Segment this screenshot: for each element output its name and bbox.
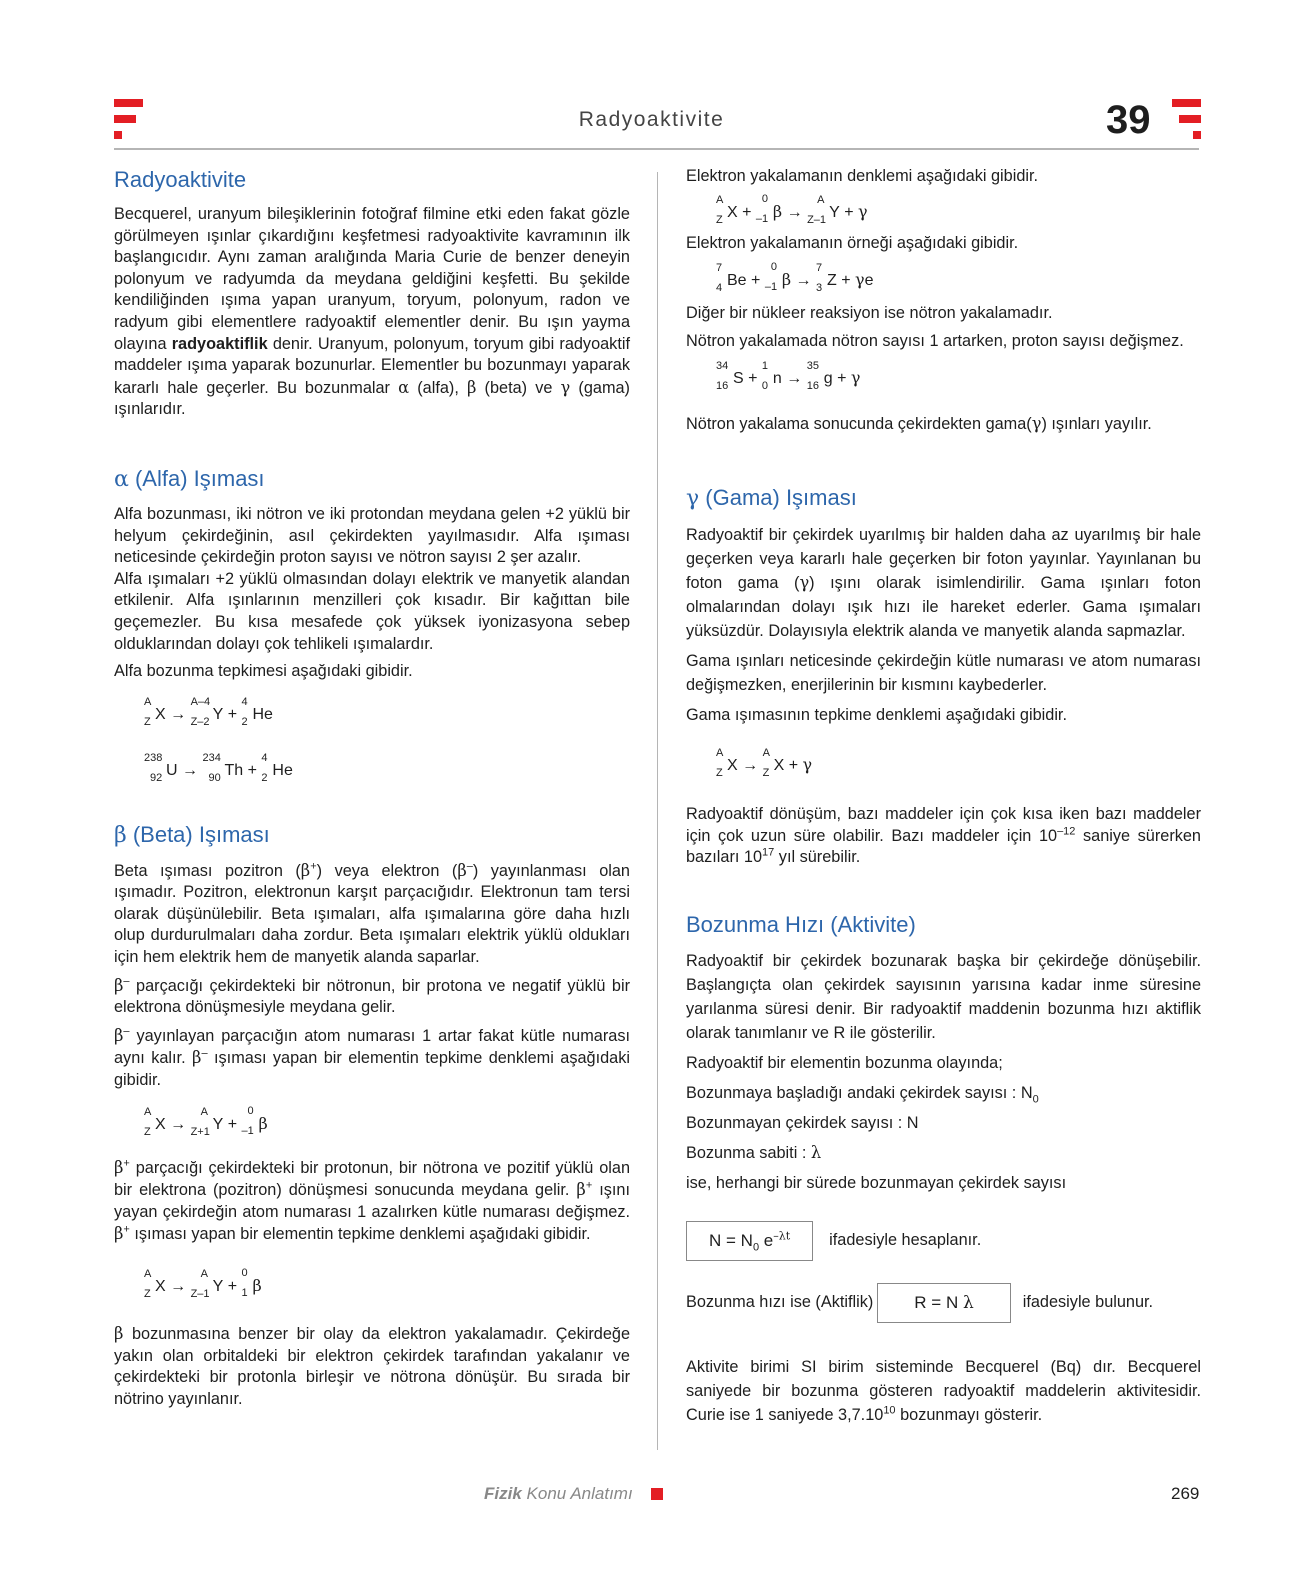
paragraph: Radyoaktif bir çekirdek bozunarak başka bir çekirdeğe dönüşebilir. Başlangıçta olan çekirdek sayısının yarısına kadar inme süresine yarılanma süresi denir. Bir radyoaktif maddenin bozunma hızı aktiflik olarak tanımlanır ve R ile gösterilir. <box>686 951 1201 1042</box>
section-heading-bozunma-hizi: Bozunma Hızı (Aktivite) <box>686 911 916 937</box>
running-title: Radyoaktivite <box>578 108 725 131</box>
chapter-number: 39 <box>1106 98 1151 142</box>
paragraph: Elektron yakalamanın denklemi aşağıdaki gibidir. <box>686 167 1039 185</box>
right-column <box>686 166 1201 1427</box>
paragraph: Alfa bozunması, iki nötron ve iki protondan meydana gelen +2 yüklü bir helyum çekirdeğinin, asıl çekirdekten yayılmasıdır. Alfa ışıması neticesinde çekirdeğin proton sayısı ve nötron sayısı 2 şer azalır. <box>114 504 630 567</box>
activity-formula-row <box>686 1283 1201 1323</box>
paragraph: ise, herhangi bir sürede bozunmayan çekirdek sayısı <box>686 1173 1067 1192</box>
formula-caption: ifadesiyle bulunur. <box>1022 1293 1154 1312</box>
section-heading-radyoaktivite: Radyoaktivite <box>114 167 247 192</box>
paragraph: Becquerel, uranyum bileşiklerinin fotoğraf filmine etki eden fakat gözle görülmeyen ışınlar çıkardığını keşfetmesi radyoaktivite kavramının ilk başlangıcıdır. Aynı zaman aralığında Maria Curie de benzer deneyin polonyum ve radyumda da meydana geldiğini keşfetti. Bu şekilde kendiliğinden ışıma yapan uranyum, toryum, polonyum, radon ve radyum gibi elementlere radyoaktif elementler denir. Bu ışın yayma olayına radyoaktiflik denir. Uranyum, polonyum, toryum gibi radyoaktif maddeler ışıma yaparak bozunurlar. Elementler bu bozunmayı yaparak kararlı hale geçerler. Bu bozunmalar α (alfa), β (beta) ve γ (gama) ışınlarıdır. <box>114 205 630 419</box>
column-divider <box>657 172 658 1450</box>
decay-formula-box: $N = N_0$ $e^{-\lambda t}$ <box>686 1221 813 1261</box>
paragraph: Radyoaktif bir çekirdek uyarılmış bir halden daha az uyarılmış bir hale geçerken veya kararlı hale geçerken bir foton yayınlar. Yayınlanan bu foton gama (γ) ışını olarak isimlendirilir. Gama ışınları foton olmalarından dolayı ışık hızı ile hareket ederler. Gama ışımaları yüksüzdür. Dolayısıyla elektrik alanda ve manyetik alanda sapmazlar. <box>686 525 1201 640</box>
beta-plus-equation: A Z X → A Z–1 Y + 0 1 β <box>144 1267 262 1300</box>
paragraph: β– parçacığı çekirdekteki bir nötronun, bir protona ve negatif yüklü bir elektrona dönüşmesiyle meydana gelir. <box>114 975 630 1017</box>
alpha-equation-general: A Z X → A–4 Z–2 Y + 4 2 He <box>144 695 273 728</box>
header-rule <box>114 148 1199 150</box>
neutron-capture-equation: 34 16 S + 1 0 n → 35 16 g + γ <box>716 360 861 393</box>
decay-formula-row <box>686 1221 1201 1261</box>
paragraph: Nötron yakalama sonucunda çekirdekten gama(γ) ışınları yayılır. <box>686 414 1152 434</box>
paragraph: β– yayınlayan parçacığın atom numarası 1 artar fakat kütle numarası aynı kalır. β– ışıması yapan bir elementin tepkime denklemi aşağıdaki gibidir. <box>114 1025 630 1090</box>
paragraph: Radyoaktif dönüşüm, bazı maddeler için çok kısa iken bazı maddeler için çok uzun süre olabilir. Bazı maddeler için $10^{-12}$ saniye sürerken bazıları $10^{17}$ yıl sürebilir. <box>686 804 1201 867</box>
paragraph: Alfa bozunma tepkimesi aşağıdaki gibidir. <box>114 662 413 681</box>
formula-caption: ifadesiyle hesaplanır. <box>829 1231 982 1250</box>
section-heading-beta: β (Beta) Işıması <box>114 821 270 848</box>
paragraph: Aktivite birimi SI birim sisteminde Becquerel (Bq) dır. Becquerel saniyede bir bozunma gösteren radyoaktif maddelerin aktivitesidir. Curie ise 1 saniyede 3,7.10$^{10}$ bozunmayı gösterir. <box>686 1357 1201 1424</box>
paragraph: Nötron yakalamada nötron sayısı 1 artarken, proton sayısı değişmez. <box>686 331 1184 350</box>
paragraph: Diğer bir nükleer reaksiyon ise nötron yakalamadır. <box>686 304 1053 323</box>
footer-marker <box>651 1488 663 1500</box>
paragraph: β+ parçacığı çekirdekteki bir protonun, bir nötrona ve pozitif yüklü olan bir elektrona (pozitron) dönüşmesi sonucunda meydana gelir. β+ ışını yayan çekirdeğin atom numarası 1 azalırken kütle numarası değişmez. β+ ışıması yapan bir elementin tepkime denklemi aşağıdaki gibidir. <box>114 1157 630 1244</box>
electron-capture-equation: A Z X + 0 –1 β → A Z–1 Y + γ <box>716 192 868 226</box>
left-column <box>114 166 630 1410</box>
alpha-equation-uranium: 238 92 U → 234 90 Th + 4 2 He <box>144 751 293 784</box>
paragraph: Alfa ışımaları +2 yüklü olmasından dolayı elektrik ve manyetik alandan etkilenir. Alfa ışınlarının menzilleri çok kısadır. Bir kağıttan bile geçemezler. Bu kısa mesafede çok yüksek iyonizasyona sebep olduklarından dolayı çok tehlikeli ışımalardır. <box>114 569 630 653</box>
paragraph: β bozunmasına benzer bir olay da elektron yakalamadır. Çekirdeğe yakın olan orbitaldeki bir elektron çekirdek tarafından yakalanır ve çekirdekteki bir protonla birleşir ve nötrona dönüşür. Bu sırada bir nötrino yayınlanır. <box>114 1324 630 1408</box>
section-heading-gama: γ (Gama) Işıması <box>686 484 857 511</box>
paragraph: Beta ışıması pozitron (β+) veya elektron (β–) yayınlanması olan ışımadır. Pozitron, elektronun karşıt parçacığıdır. Elektronun tam tersi olarak düşünülebilir. Beta ışımaları, alfa ışımalarına göre daha hızlı olup durdurulmaları daha zordur. Beta ışımaları elektrik yüklü oldukları için hem elektrik hem de manyetik alanda saparlar. <box>114 860 630 967</box>
paragraph: Gama ışımasının tepkime denklemi aşağıdaki gibidir. <box>686 705 1067 724</box>
paragraph: Gama ışınları neticesinde çekirdeğin kütle numarası ve atom numarası değişmezken, enerjilerinin bir kısmını kaybederler. <box>686 651 1201 694</box>
gamma-equation: A Z X → A Z X + γ <box>716 746 813 779</box>
activity-formula-box: R = N λ <box>877 1283 1010 1323</box>
section-heading-alfa: α (Alfa) Işıması <box>114 465 265 492</box>
footer-book-title: Fizik Konu Anlatımı <box>484 1484 633 1503</box>
paragraph: Bozunma sabiti : λ <box>686 1142 822 1162</box>
formula-caption: Bozunma hızı ise (Aktiflik) <box>686 1293 874 1312</box>
beta-minus-equation: A Z X → A Z+1 Y + 0 –1 β <box>144 1104 268 1138</box>
paragraph: Bozunmayan çekirdek sayısı : N <box>686 1113 919 1132</box>
electron-capture-example: 7 4 Be + 0 –1 β → 7 3 Z + γe <box>716 261 874 295</box>
paragraph: Radyoaktif bir elementin bozunma olayında; <box>686 1053 1003 1072</box>
page-number: 269 <box>1171 1484 1200 1503</box>
publisher-logo-right <box>1172 99 1201 139</box>
paragraph: Bozunmaya başladığı andaki çekirdek sayısı : $N_0$ <box>686 1083 1039 1105</box>
paragraph: Elektron yakalamanın örneği aşağıdaki gibidir. <box>686 233 1019 252</box>
